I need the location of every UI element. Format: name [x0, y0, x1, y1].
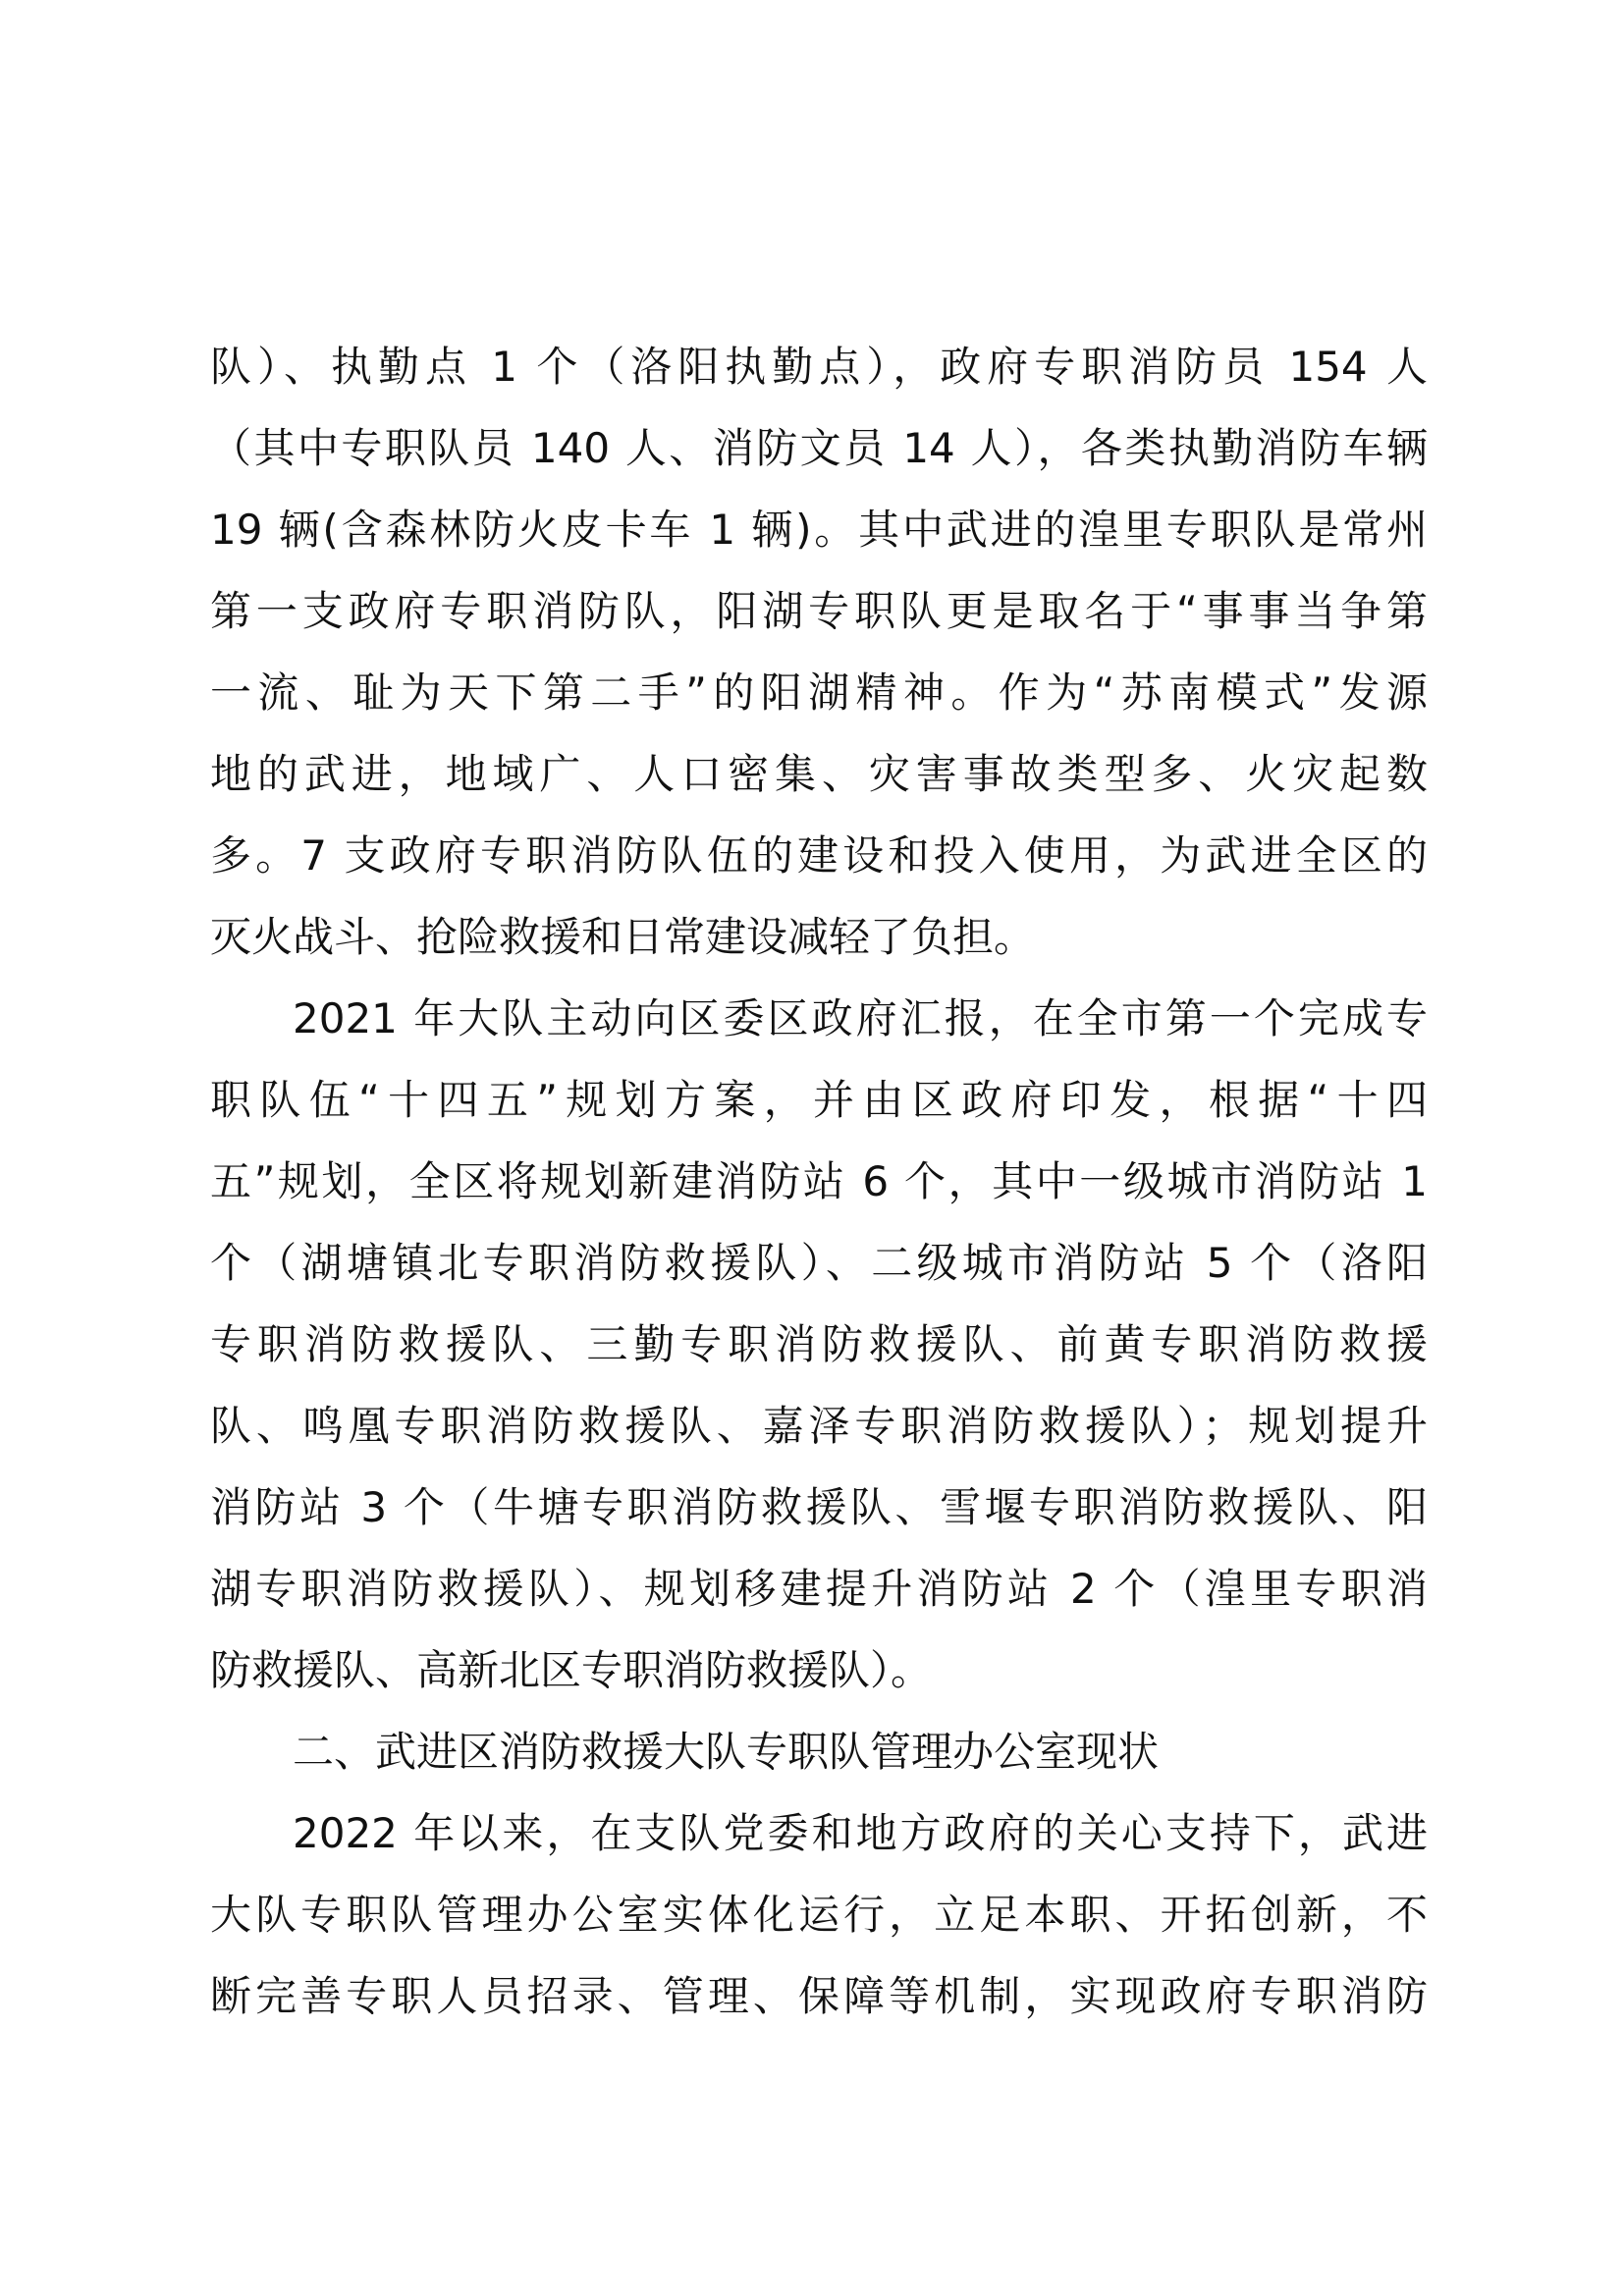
- text-line: 第一支政府专职消防队，阳湖专职队更是取名于“事事当争第: [210, 587, 1428, 635]
- text-line: 一流、耻为天下第二手”的阳湖精神。作为“苏南模式”发源: [210, 668, 1428, 717]
- text-line: 个（湖塘镇北专职消防救援队）、二级城市消防站 5 个（洛阳: [210, 1239, 1428, 1287]
- text-line: 专职消防救援队、三勤专职消防救援队、前黄专职消防救援: [210, 1320, 1428, 1368]
- text-line: 队）、执勤点 1 个（洛阳执勤点），政府专职消防员 154 人: [210, 343, 1428, 391]
- section-heading: [210, 1711, 1428, 1792]
- text-line: 消防站 3 个（牛塘专职消防救援队、雪堰专职消防救援队、阳: [210, 1483, 1428, 1531]
- text-line: 大队专职队管理办公室实体化运行，立足本职、开拓创新，不: [210, 1891, 1428, 1939]
- text-line: 地的武进，地域广、人口密集、灾害事故类型多、火灾起数: [210, 750, 1428, 798]
- heading-text: 二、武进区消防救援大队专职队管理办公室现状: [293, 1728, 1160, 1776]
- text-line: 职队伍“十四五”规划方案，并由区政府印发，根据“十四: [210, 1076, 1428, 1124]
- text-line: 2022 年以来，在支队党委和地方政府的关心支持下，武进: [293, 1809, 1428, 1857]
- document-page: [210, 326, 1428, 2037]
- paragraph-14th-five-year-plan: [210, 978, 1428, 1711]
- text-line: 灭火战斗、抢险救援和日常建设减轻了负担。: [210, 913, 1036, 961]
- text-line: 2021 年大队主动向区委区政府汇报，在全市第一个完成专: [293, 994, 1428, 1042]
- paragraph-office-status: [210, 1792, 1428, 2037]
- text-line: 湖专职消防救援队）、规划移建提升消防站 2 个（湟里专职消: [210, 1565, 1428, 1613]
- text-line: 五”规划，全区将规划新建消防站 6 个，其中一级城市消防站 1: [210, 1157, 1428, 1205]
- text-line: 19 辆(含森林防火皮卡车 1 辆)。其中武进的湟里专职队是常州: [210, 506, 1428, 554]
- text-line: 队、鸣凰专职消防救援队、嘉泽专职消防救援队）；规划提升: [210, 1402, 1428, 1450]
- text-line: 多。7 支政府专职消防队伍的建设和投入使用，为武进全区的: [210, 831, 1428, 880]
- text-line: （其中专职队员 140 人、消防文员 14 人），各类执勤消防车辆: [210, 424, 1428, 472]
- text-line: 防救援队、高新北区专职消防救援队）。: [210, 1646, 933, 1694]
- text-line: 断完善专职人员招录、管理、保障等机制，实现政府专职消防: [210, 1972, 1428, 2020]
- paragraph-fire-teams-overview: [210, 326, 1428, 978]
